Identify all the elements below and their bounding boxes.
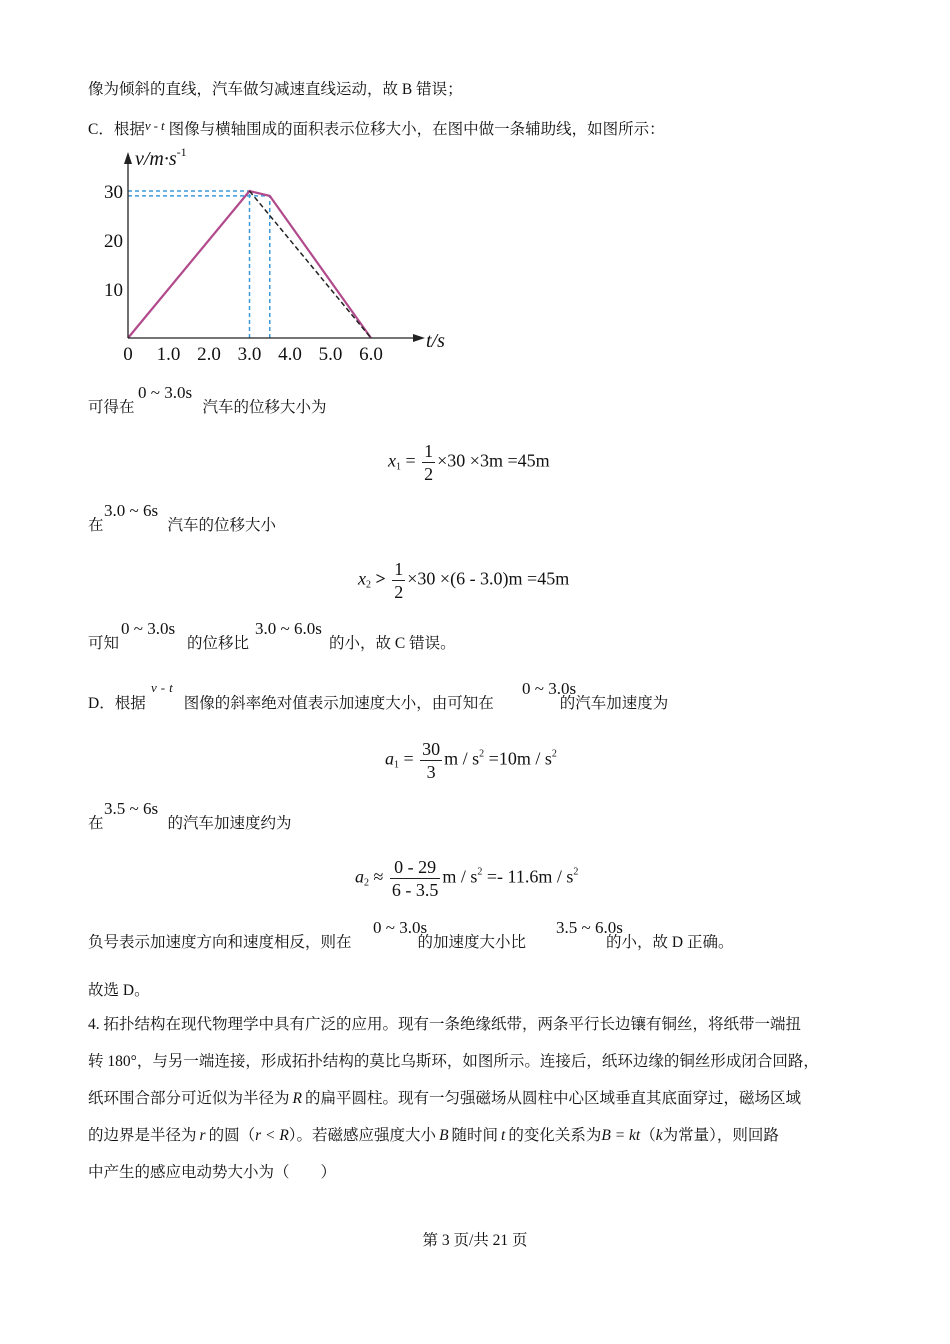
eq4-fraction (390, 856, 441, 901)
paragraph-b-conclusion: 像为倾斜的直线，汽车做匀减速直线运动，故 B 错误； (88, 81, 463, 98)
eq1-eq: = (405, 450, 416, 471)
x-tick-label: 5.0 (318, 344, 343, 365)
range-a: 0 ~ 3.0s (121, 619, 176, 638)
eq3-sub: 1 (394, 759, 399, 771)
eq2-rest: ×30 ×(6 - 3.0)m =45m (407, 568, 570, 589)
disp-intro-2-post: 汽车的位移大小 (167, 517, 277, 534)
d-pre: D．根据 (88, 695, 146, 712)
eq3-num: 30 (422, 739, 441, 759)
eq3-unit: m / s (444, 748, 480, 769)
disp-intro-1-pre: 可得在 (88, 399, 135, 416)
sign-range-2: 3.5 ~ 6.0s (556, 918, 623, 937)
eq1-num: 1 (424, 441, 434, 461)
q4-line-1: 4. 拓扑结构在现代物理学中具有广泛的应用。现有一条绝缘纸带，两条平行长边镶有铜丝，将纸带一端扭 (88, 1016, 802, 1033)
d-mid: 图像的斜率绝对值表示加速度大小，由可知在 (183, 695, 494, 712)
q4-l4a: 的边界是半径为 (88, 1127, 197, 1144)
disp-intro-2-pre: 在 (88, 517, 104, 534)
y-axis-label: $v/m\cdot s^{-1}$ (135, 145, 187, 170)
accel-intro-2-pre: 在 (88, 815, 104, 832)
sign-post: 的小，故 D 正确。 (606, 934, 734, 951)
eq2-sub: 2 (366, 579, 371, 591)
range-35-6: 3.5 ~ 6s (104, 799, 159, 818)
y-tick-label: 10 (104, 280, 123, 301)
eq1-lhs: x (388, 450, 396, 471)
q4-k: k (655, 1127, 663, 1144)
q4-r: r (199, 1127, 206, 1144)
d-vt-label (151, 680, 173, 696)
d-vt-dash: - (160, 680, 166, 695)
d-post: 的汽车加速度为 (559, 695, 669, 712)
vt-t: t (160, 118, 165, 133)
eq1-sub: 1 (396, 461, 401, 473)
x-tick-label: 2.0 (197, 344, 221, 365)
d-vt-v: v (151, 680, 157, 695)
q4-l4c: ）。若磁感应强度大小 (288, 1127, 437, 1144)
accel-intro-2-post: 的汽车加速度约为 (167, 815, 292, 832)
x-tick-label: 6.0 (359, 344, 383, 365)
d-range: 0 ~ 3.0s (522, 679, 577, 698)
sign-pre: 负号表示加速度方向和速度相反，则在 (88, 934, 352, 951)
range-3-6: 3.0 ~ 6s (104, 501, 159, 520)
eq2-den: 2 (394, 582, 404, 602)
q4-R: R (292, 1090, 302, 1107)
paragraph-d-intro (88, 694, 668, 714)
eq4-sup2: 2 (573, 866, 579, 878)
page-footer: 第 3 页/共 21 页 (422, 1232, 528, 1249)
y-tick-label: 20 (104, 231, 123, 252)
y-tick-label: 30 (104, 182, 123, 203)
q4-line-4 (88, 1126, 779, 1146)
q4-l4f: （ (640, 1127, 656, 1144)
q4-l3a: 纸环围合部分可近似为半径为 (88, 1090, 290, 1107)
q4-l4g: 为常量），则回路 (662, 1127, 779, 1144)
eq4-num: 0 - 29 (390, 856, 441, 879)
eq1-fraction (422, 440, 435, 485)
eq3-sup: 2 (479, 748, 485, 760)
q4-line-2: 转 180°，与另一端连接，形成拓扑结构的莫比乌斯环，如图所示。连接后，纸环边缘的铜丝形成闭合回路， (88, 1053, 819, 1070)
equation-x1 (388, 440, 550, 485)
equation-a1 (385, 738, 557, 783)
eq4-den: 6 - 3.5 (391, 880, 439, 900)
range-0-3: 0 ~ 3.0s (138, 383, 193, 402)
compare-pre: 可知 (88, 635, 120, 652)
eq2-gt: > (375, 568, 386, 589)
d-vt-t: t (169, 680, 173, 695)
c-label: C．根据 (88, 121, 145, 138)
q4-t: t (501, 1127, 506, 1144)
x-tick-label: 0 (123, 344, 133, 365)
eq3-lhs: a (385, 748, 394, 769)
eq3-rest: =10m / s (488, 748, 552, 769)
eq2-num: 1 (394, 559, 404, 579)
q4-l3b: 的扁平圆柱。现有一匀强磁场从圆柱中心区域垂直其底面穿过，磁场区域 (304, 1090, 801, 1107)
eq1-rest: ×30 ×3m =45m (437, 450, 550, 471)
q4-B: B (439, 1127, 449, 1144)
eq4-sub: 2 (364, 877, 369, 889)
q4-cond: r < R (255, 1127, 289, 1144)
eq4-rest: =- 11.6m / s (486, 866, 574, 887)
vt-v: v (144, 118, 151, 133)
y-axis-arrow (124, 152, 132, 164)
x-tick-label: 3.0 (237, 344, 262, 365)
eq2-fraction (392, 558, 405, 603)
q4-line-5: 中产生的感应电动势大小为（ ） (88, 1164, 337, 1181)
q4-l4d: 随时间 (451, 1127, 499, 1144)
c-intro-text: 图像与横轴围成的面积表示位移大小，在图中做一条辅助线，如图所示： (168, 121, 665, 138)
compare-mid: 的位移比 (187, 635, 250, 652)
eq4-approx: ≈ (373, 866, 384, 887)
x-tick-label: 1.0 (156, 344, 181, 365)
eq3-fraction (420, 738, 442, 783)
sign-mid: 的加速度大小比 (417, 934, 527, 951)
eq3-sup2: 2 (551, 748, 557, 760)
x-axis-arrow (413, 334, 425, 342)
eq4-unit: m / s (442, 866, 478, 887)
sign-range-1: 0 ~ 3.0s (373, 918, 428, 937)
answer-d: 故选 D。 (88, 982, 150, 999)
vt-dash: - (153, 118, 158, 133)
q4-line-3 (88, 1089, 801, 1109)
x-tick-label: 4.0 (278, 344, 302, 365)
compare-post: 的小，故 C 错误。 (329, 635, 456, 652)
auxiliary-guides (128, 191, 270, 338)
eq1-den: 2 (424, 464, 434, 484)
range-b: 3.0 ~ 6.0s (255, 619, 322, 638)
paragraph-c-intro (88, 116, 665, 140)
x-axis-label: t/s (426, 330, 445, 352)
eq2-lhs: x (358, 568, 366, 589)
equation-x2 (358, 558, 569, 603)
auxiliary-dashed-line (250, 191, 372, 338)
q4-l4e: 的变化关系为 (508, 1127, 602, 1144)
eq3-eq: = (403, 748, 414, 769)
eq4-sup: 2 (477, 866, 483, 878)
disp-intro-1 (88, 398, 327, 418)
velocity-time-chart (95, 140, 465, 372)
q4-l4b: 的圆（ (208, 1127, 256, 1144)
disp-intro-1-post: 汽车的位移大小为 (202, 399, 327, 416)
eq3-den: 3 (426, 762, 436, 782)
eq4-lhs: a (355, 866, 364, 887)
q4-Bkt: B = kt (601, 1127, 641, 1144)
equation-a2 (355, 856, 578, 901)
